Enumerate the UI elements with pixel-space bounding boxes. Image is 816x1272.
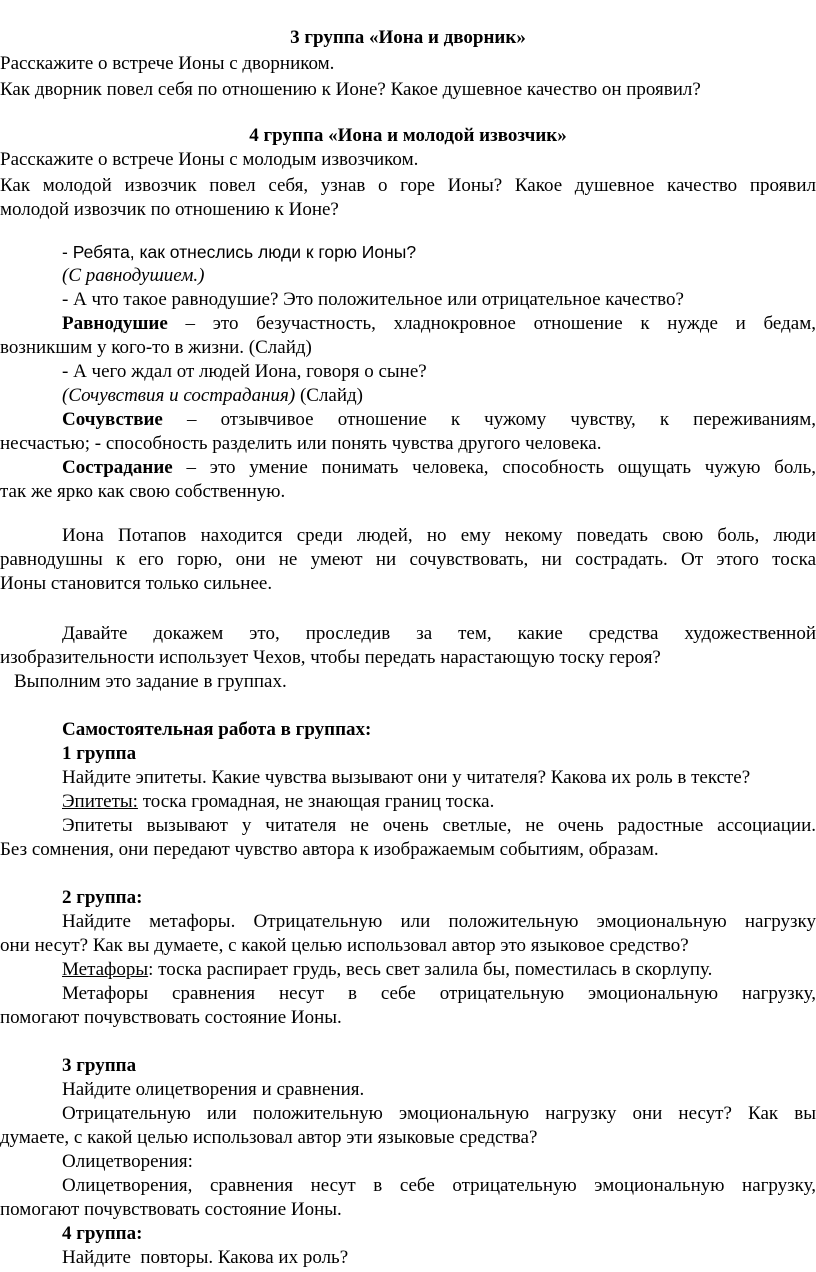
group4-heading: 4 группа «Иона и молодой извозчик» bbox=[249, 125, 567, 146]
term-indifference: Равнодушие bbox=[62, 313, 168, 334]
definition-sympathy-cont: несчастью; - способность разделить или понять чувства другого человека. bbox=[0, 433, 602, 454]
work-group2-answer1: Метафоры сравнения несут в себе отрицательную эмоциональную нагрузку, bbox=[62, 983, 816, 1004]
work-group3-task1: Найдите олицетворения и сравнения. bbox=[62, 1079, 365, 1100]
term-sympathy: Сочувствие bbox=[62, 409, 163, 430]
group4-line2: Как молодой извозчик повел себя, узнав о горе Ионы? Какое душевное качество проявил bbox=[0, 175, 816, 196]
work-group2-task1: Найдите метафоры. Отрицательную или положительную эмоциональную нагрузку bbox=[62, 911, 816, 932]
work-group1-answer1: Эпитеты вызывают у читателя не очень светлые, не очень радостные ассоциации. bbox=[62, 815, 816, 836]
para1-line1: Иона Потапов находится среди людей, но ему некому поведать свою боль, люди bbox=[62, 525, 816, 546]
group4-line1: Расскажите о встрече Ионы с молодым извозчиком. bbox=[0, 149, 419, 170]
question-1: - Ребята, как отнеслись люди к горю Ионы? bbox=[62, 242, 417, 262]
work-group3-answer1: Олицетворения, сравнения несут в себе отрицательную эмоциональную нагрузку, bbox=[62, 1175, 816, 1196]
work-group3-heading: 3 группа bbox=[62, 1055, 137, 1076]
group3-line1: Расскажите о встрече Ионы с дворником. bbox=[0, 53, 335, 74]
definition-sympathy: Сочувствие – отзывчивое отношение к чужому чувству, к переживаниям, bbox=[62, 409, 816, 430]
question-2: - А что такое равнодушие? Это положительное или отрицательное качество? bbox=[62, 289, 684, 310]
work-group4-heading: 4 группа: bbox=[62, 1223, 143, 1244]
definition-indifference: Равнодушие – это безучастность, хладнокровное отношение к нужде и бедам, bbox=[62, 313, 816, 334]
group3-heading: 3 группа «Иона и дворник» bbox=[290, 27, 526, 48]
para1-line2: равнодушны к его горю, они не умеют ни сочувствовать, ни сострадать. От этого тоска bbox=[0, 549, 816, 570]
definition-indifference-cont: возникшим у кого-то в жизни. (Слайд) bbox=[0, 337, 312, 358]
work-group2-answer2: помогают почувствовать состояние Ионы. bbox=[0, 1007, 342, 1028]
para2-line1: Давайте докажем это, проследив за тем, какие средства художественной bbox=[62, 623, 816, 644]
para1-line3: Ионы становится только сильнее. bbox=[0, 573, 273, 594]
term-compassion: Сострадание bbox=[62, 457, 173, 478]
answer-3: (Сочувствия и сострадания) (Слайд) bbox=[62, 385, 364, 406]
work-group2-task2: они несут? Как вы думаете, с какой целью использовал автор это языковое средство? bbox=[0, 935, 689, 956]
work-group4-task: Найдите повторы. Какова их роль? bbox=[62, 1247, 349, 1268]
work-group1-task: Найдите эпитеты. Какие чувства вызывают они у читателя? Какова их роль в тексте? bbox=[62, 767, 751, 788]
work-group3-task3: думаете, с какой целью использовал автор эти языковые средства? bbox=[0, 1127, 538, 1148]
definition-compassion-cont: так же ярко как свою собственную. bbox=[0, 481, 286, 502]
group4-line3: молодой извозчик по отношению к Ионе? bbox=[0, 199, 339, 220]
work-group2-examples: Метафоры: тоска распирает грудь, весь свет залила бы, поместилась в скорлупу. bbox=[62, 959, 713, 980]
para2-line3: Выполним это задание в группах. bbox=[14, 671, 287, 692]
para2-line2: изобразительности использует Чехов, чтобы передать нарастающую тоску героя? bbox=[0, 647, 661, 668]
work-group1-answer2: Без сомнения, они передают чувство автора к изображаемым событиям, образам. bbox=[0, 839, 659, 860]
work-group3-task2: Отрицательную или положительную эмоциональную нагрузку они несут? Как вы bbox=[62, 1103, 816, 1124]
work-group1-heading: 1 группа bbox=[62, 743, 137, 764]
question-3: - А чего ждал от людей Иона, говоря о сыне? bbox=[62, 361, 427, 382]
definition-compassion: Сострадание – это умение понимать человека, способность ощущать чужую боль, bbox=[62, 457, 816, 478]
answer-1: (С равнодушием.) bbox=[62, 265, 205, 286]
work-group3-label: Олицетворения: bbox=[62, 1151, 193, 1172]
work-group1-examples: Эпитеты: тоска громадная, не знающая границ тоска. bbox=[62, 791, 495, 812]
work-group3-answer2: помогают почувствовать состояние Ионы. bbox=[0, 1199, 342, 1220]
work-group2-heading: 2 группа: bbox=[62, 887, 143, 908]
work-heading: Самостоятельная работа в группах: bbox=[62, 719, 372, 740]
group3-line2: Как дворник повел себя по отношению к Ионе? Какое душевное качество он проявил? bbox=[0, 79, 701, 100]
